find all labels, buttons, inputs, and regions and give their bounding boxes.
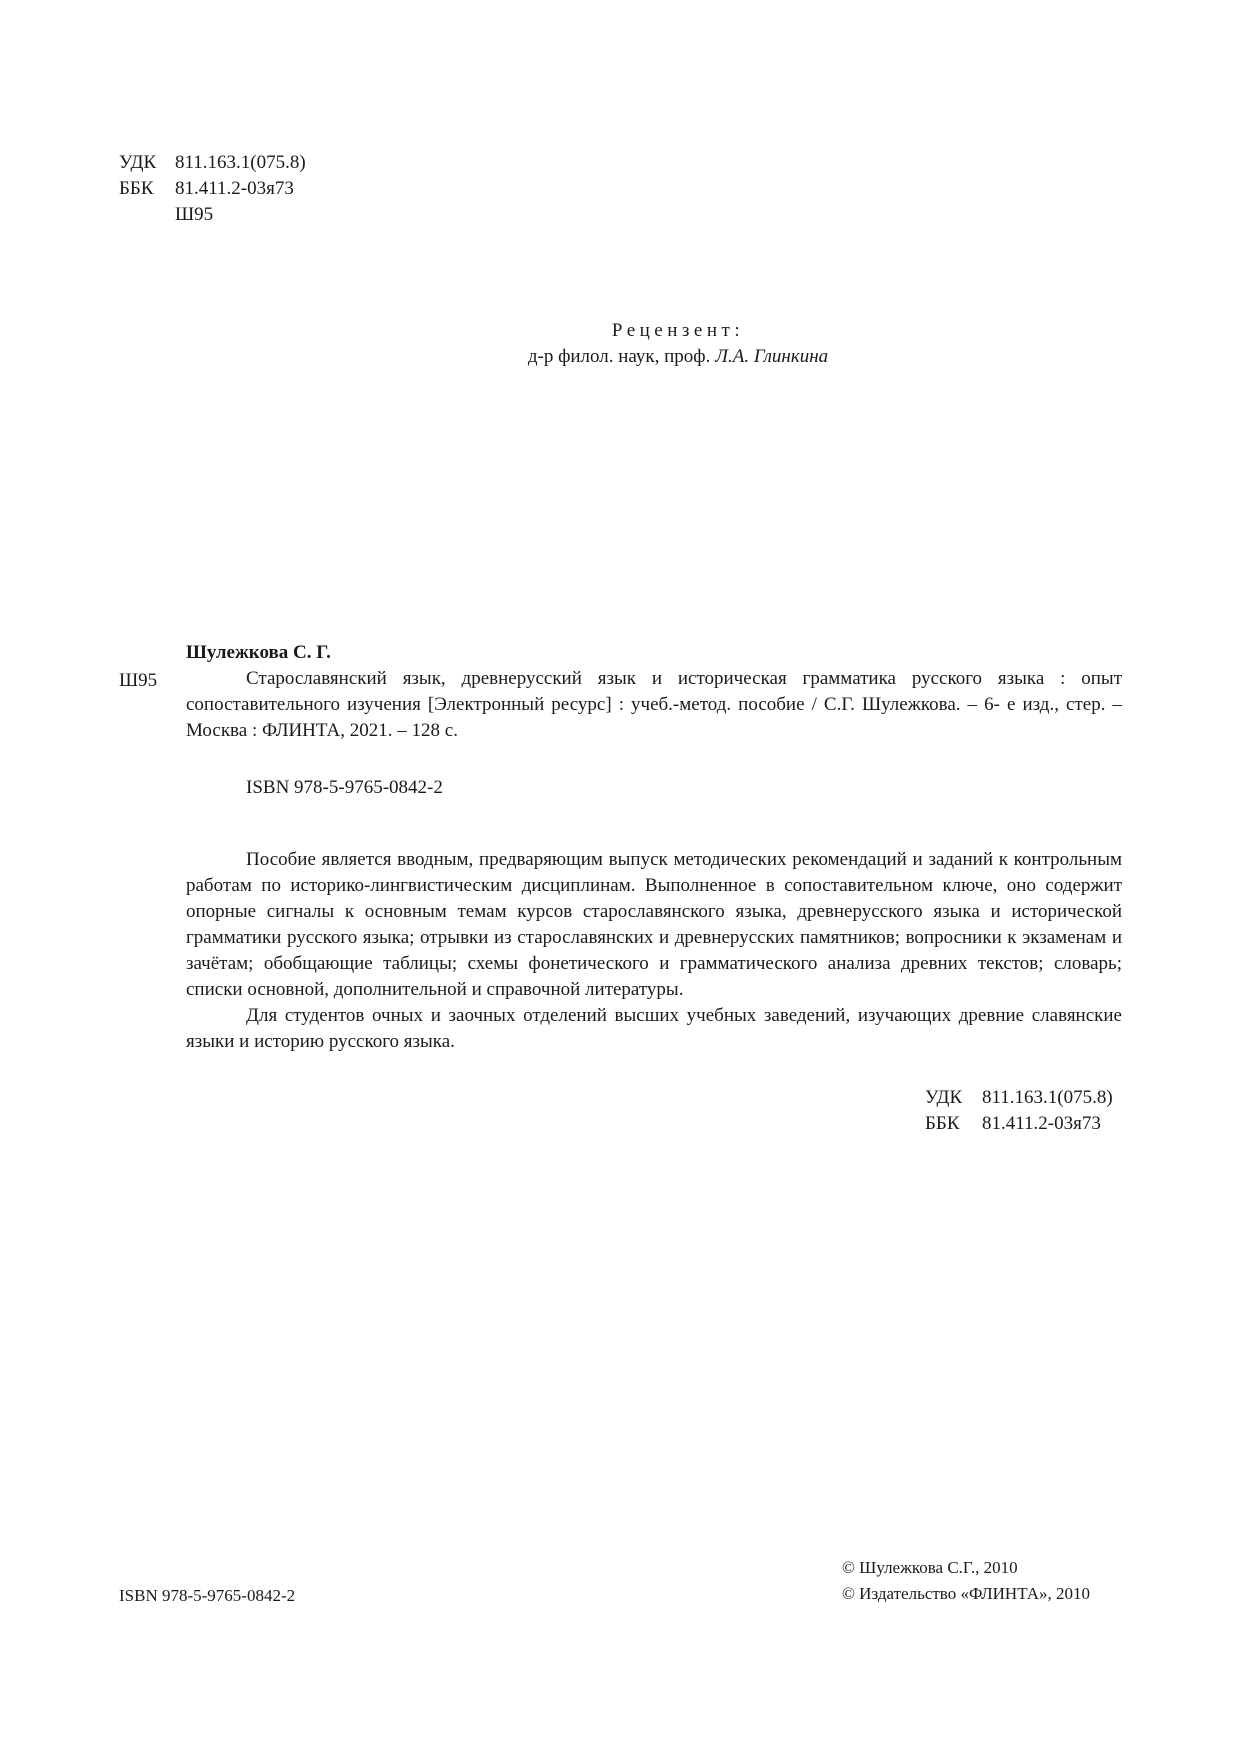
reviewer-name: Л.А. Глинкина — [715, 346, 829, 367]
copyright-author: © Шулежкова С.Г., 2010 — [842, 1558, 1018, 1577]
classification-top — [119, 150, 306, 228]
abstract-paragraph-1: Пособие является вводным, предваряющим выпуск методических рекомендаций и заданий к контрольным работам по историко-лингвистическим дисциплинам. Выполненное в сопоставительном ключе, оно содержит опорные сигналы к основным темам курсов старославянского языка, древнерусского языка и исторической грамматики русского языка; отрывки из старославянских и древнерусских памятников; вопросники к экзаменам и зачётам; обобщающие таблицы; схемы фонетического и грамматического анализа древних текстов; словарь; списки основной, дополнительной и справочной литературы. — [186, 849, 1122, 1000]
bbk-value-bottom: 81.411.2-03я73 — [982, 1113, 1101, 1134]
udk-label: УДК — [119, 152, 157, 173]
reviewer-line — [0, 344, 1241, 370]
description-text: Старославянский язык, древнерусский язык и историческая грамматика русского языка : опыт сопоставительного изучения [Электронный ресурс] : учеб.-метод. пособие / С.Г. Шулежкова. – 6- е изд., стер. – Москва : ФЛИНТА, 2021. – 128 с. — [186, 668, 1122, 741]
author-sign-row — [119, 202, 306, 228]
copyright-block — [842, 1555, 1090, 1607]
isbn-record: ISBN 978-5-9765-0842-2 — [246, 777, 443, 798]
abstract — [186, 847, 1122, 1055]
udk-value-bottom: 811.163.1(075.8) — [982, 1087, 1113, 1108]
udk-value: 811.163.1(075.8) — [175, 152, 306, 173]
classification-bottom — [925, 1085, 1113, 1137]
udk-row — [119, 150, 306, 176]
author-heading: Шулежкова С. Г. — [186, 642, 331, 663]
udk-label-bottom: УДК — [925, 1087, 963, 1108]
bbk-row — [119, 176, 306, 202]
bbk-value: 81.411.2-03я73 — [175, 178, 294, 199]
reviewer-title: Рецензент: — [611, 320, 745, 341]
abstract-paragraph-2: Для студентов очных и заочных отделений высших учебных заведений, изучающих древние славянские языки и историю русского языка. — [186, 1005, 1122, 1052]
bbk-label-bottom: ББК — [925, 1113, 960, 1134]
shelf-code: Ш95 — [119, 670, 158, 691]
bbk-row-bottom — [925, 1111, 1113, 1137]
bbk-label: ББК — [119, 178, 154, 199]
author-sign: Ш95 — [175, 204, 214, 225]
udk-row-bottom — [925, 1085, 1113, 1111]
bibliographic-description — [186, 666, 1122, 744]
reviewer-block — [0, 318, 1241, 370]
copyright-publisher: © Издательство «ФЛИНТА», 2010 — [842, 1584, 1091, 1603]
reviewer-prefix: д-р филол. наук, проф. — [527, 346, 711, 367]
isbn-footer: ISBN 978-5-9765-0842-2 — [119, 1586, 296, 1605]
